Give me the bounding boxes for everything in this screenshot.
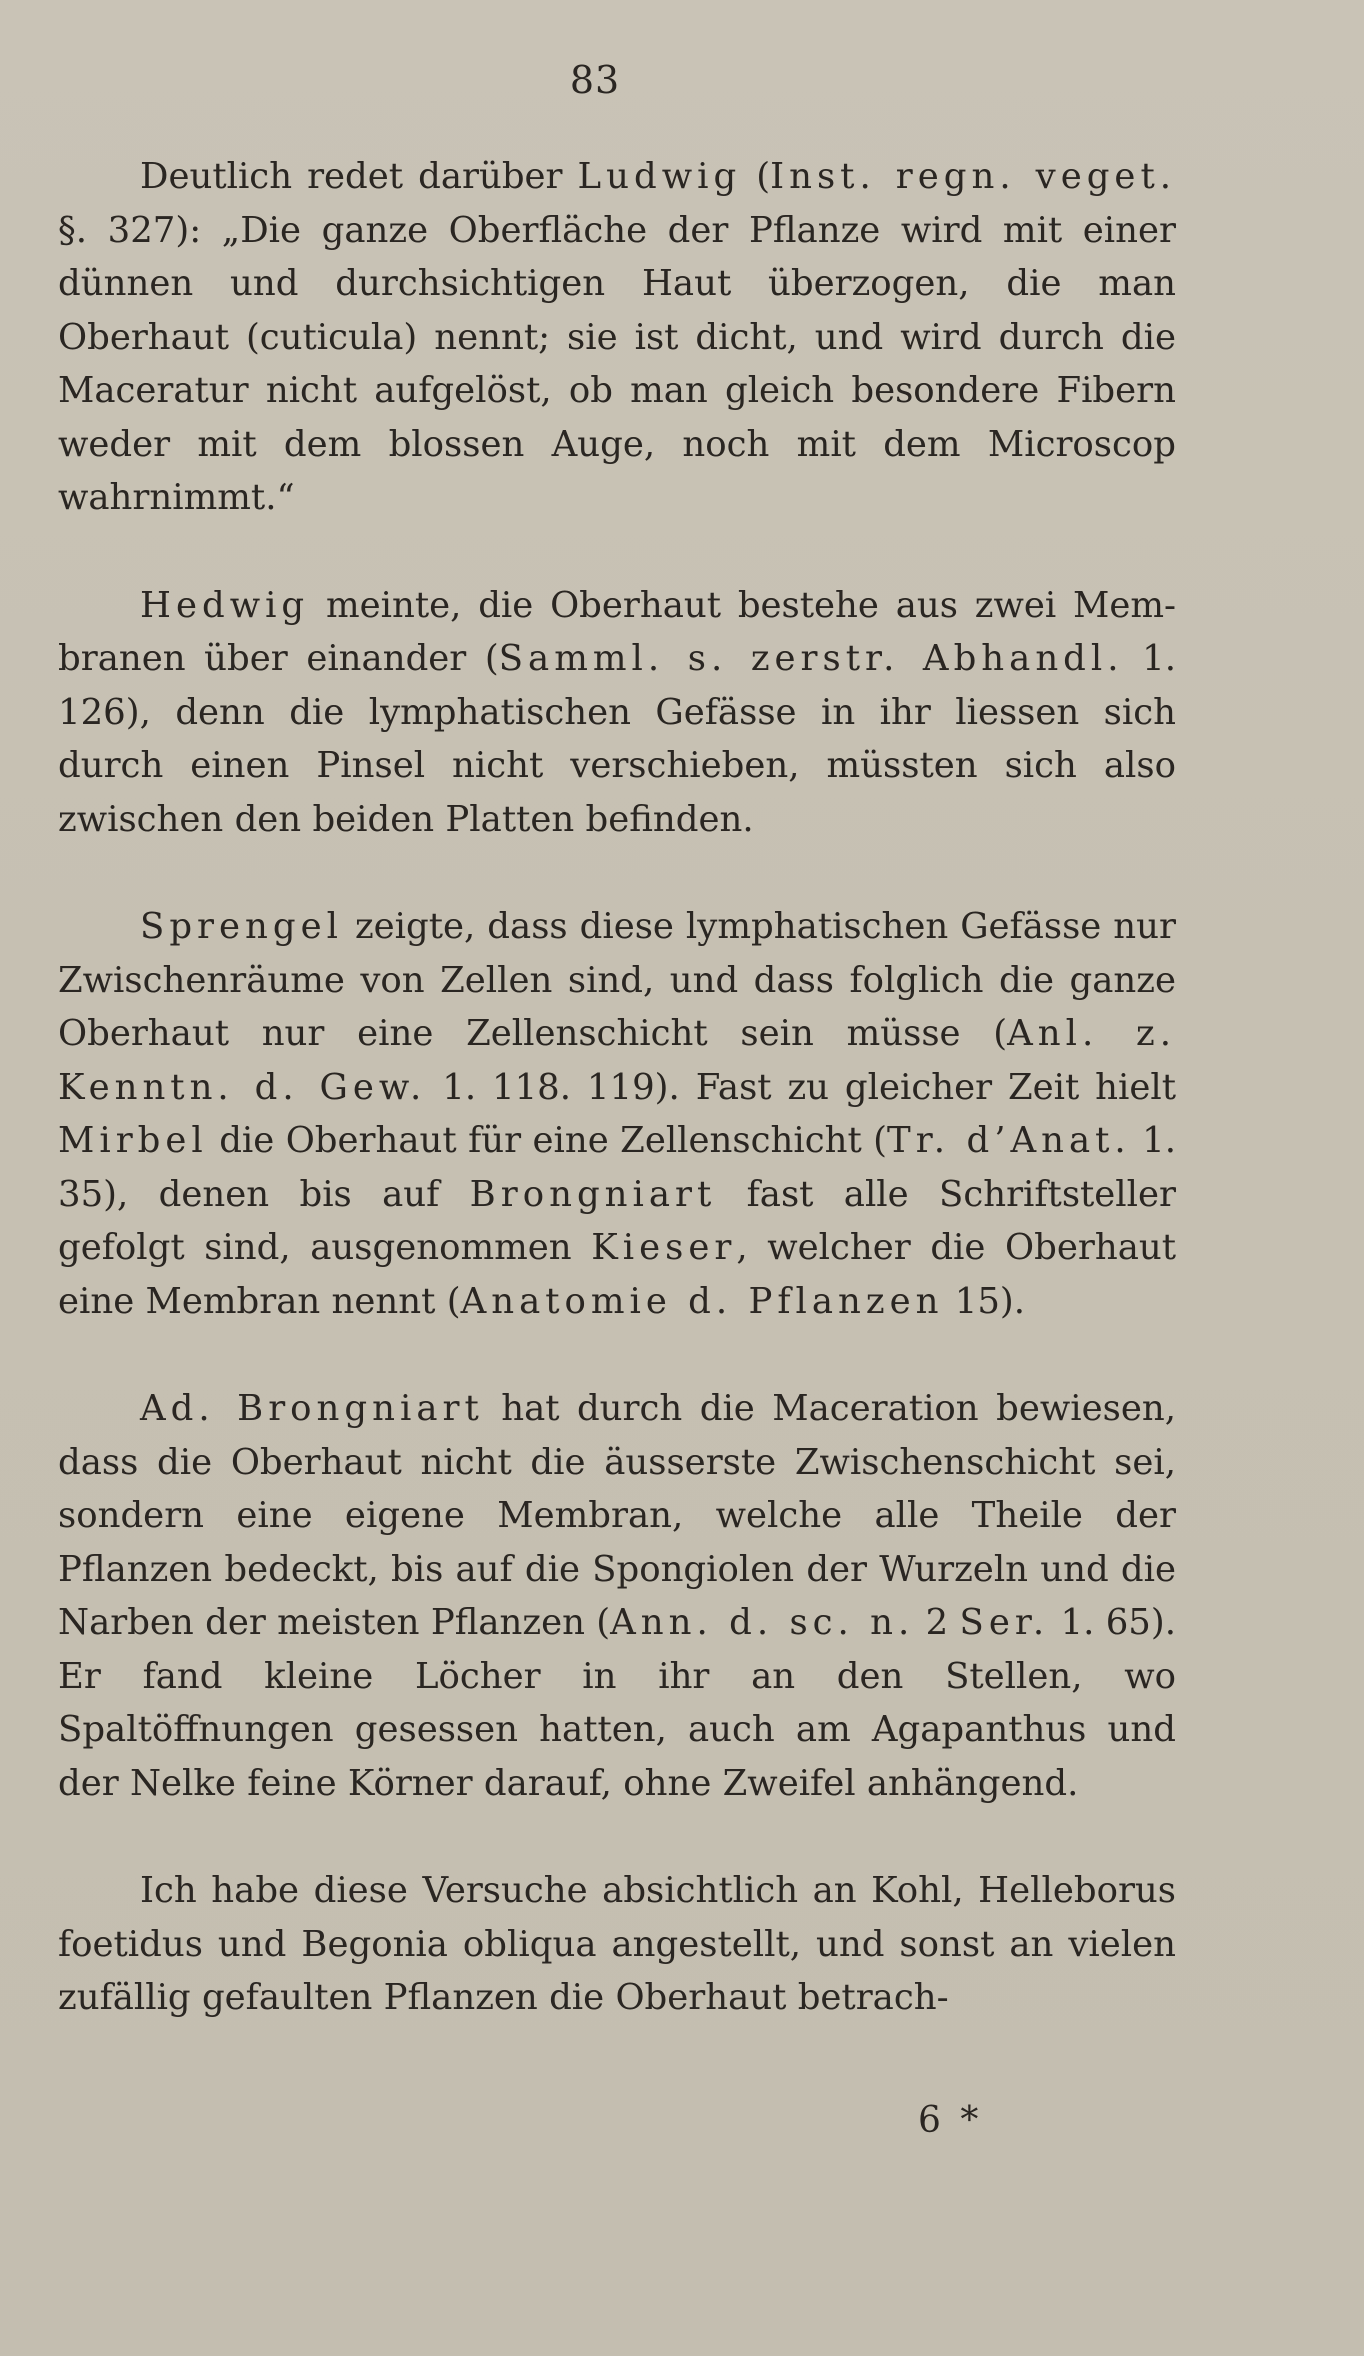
author-name-ad-brongniart: Ad. Brongniart	[140, 1388, 484, 1429]
text-run: (	[741, 156, 771, 197]
citation-title: Inst. regn. veget.	[770, 156, 1176, 197]
signature-mark: 6 *	[918, 2100, 983, 2141]
text-run: 1. 126), denn die lymphatischen Gefässe in ihr liessen sich durch einen Pinsel nicht verschieben, müssten sich also zwischen den beiden Platten befinden.	[58, 638, 1176, 840]
text-run: hat durch die Maceration bewiesen, dass die Oberhaut nicht die äusserste Zwischenschicht sei, sondern eine eigene Membran, welche alle Theile der Pflanzen bedeckt, bis auf die Spongiolen der Wurzeln und die Narben der meisten Pflanzen (	[58, 1388, 1176, 1643]
text-run: 15).	[943, 1280, 1026, 1322]
citation-title: Anatomie d. Pflanzen	[460, 1280, 944, 1322]
paragraph-sprengel	[58, 900, 1176, 1328]
text-run: 2	[914, 1602, 960, 1643]
text-run: meinte, die Oberhaut bestehe aus zwei Membranen über einander (	[58, 584, 1176, 679]
author-name-ludwig: Ludwig	[577, 156, 742, 197]
author-name-sprengel: Sprengel	[140, 906, 343, 947]
author-name-mirbel: Mirbel	[58, 1120, 208, 1161]
citation-title: Ann. d. sc. n.	[610, 1602, 915, 1643]
text-run: 1. 118. 119). Fast zu gleicher Zeit hielt	[426, 1066, 1177, 1108]
text-run: , welcher die Oberhaut eine Membran nennt (	[58, 1227, 1176, 1322]
text-run: zeigte, dass diese lymphatischen Gefässe nur Zwischenräume von Zellen sind, und dass folglich die ganze Oberhaut nur eine Zellenschicht sein müsse (	[58, 906, 1176, 1054]
paragraph-hedwig	[58, 579, 1176, 847]
text-run: fast alle Schriftsteller gefolgt sind, ausgenommen	[58, 1173, 1176, 1268]
citation-series: Ser.	[959, 1602, 1050, 1643]
text-run: Deutlich redet darüber	[140, 156, 578, 197]
text-run: 1. 65). Er fand kleine Löcher in ihr an den Stellen, wo Spaltöffnungen gesessen hatten, auch am Agapanthus und der Nelke feine Körner darauf, ohne Zweifel anhängend.	[58, 1602, 1177, 1804]
author-name-kieser: Kieser	[591, 1227, 737, 1268]
citation-title: Anl. z. Kenntn. d. Gew.	[58, 1013, 1176, 1108]
text-run: Ich habe diese Versuche absichtlich an Kohl, Helleborus foetidus und Begonia obliqua angestellt, und sonst an vielen zufällig gefaulten Pflanzen die Oberhaut betrach-	[58, 1870, 1176, 2018]
paragraph-ludwig	[58, 150, 1176, 525]
author-name-brongniart: Brongniart	[469, 1173, 717, 1215]
body-text	[58, 150, 1176, 2079]
page-number: 83	[569, 58, 621, 102]
text-run: die Oberhaut für eine Zellenschicht (	[207, 1120, 888, 1161]
text-run: §. 327): „Die ganze Oberfläche der Pflanze wird mit einer dünnen und durchsichtigen Haut überzogen, die man Oberhaut (cuticula) nennt; sie ist dicht, und wird durch die Maceratur nicht aufgelöst, ob man gleich besondere Fibern weder mit dem blossen Auge, noch mit dem Microscop wahrnimmt.“	[58, 209, 1176, 518]
paragraph-own-experiments	[58, 1864, 1176, 2025]
paragraph-brongniart	[58, 1382, 1176, 1810]
author-name-hedwig: Hedwig	[140, 584, 310, 626]
text-run: 1. 35), denen bis auf	[58, 1120, 1176, 1215]
citation-title: Samml. s. zerstr. Abhandl.	[498, 638, 1124, 679]
citation-title: Tr. d’Anat.	[887, 1120, 1131, 1161]
